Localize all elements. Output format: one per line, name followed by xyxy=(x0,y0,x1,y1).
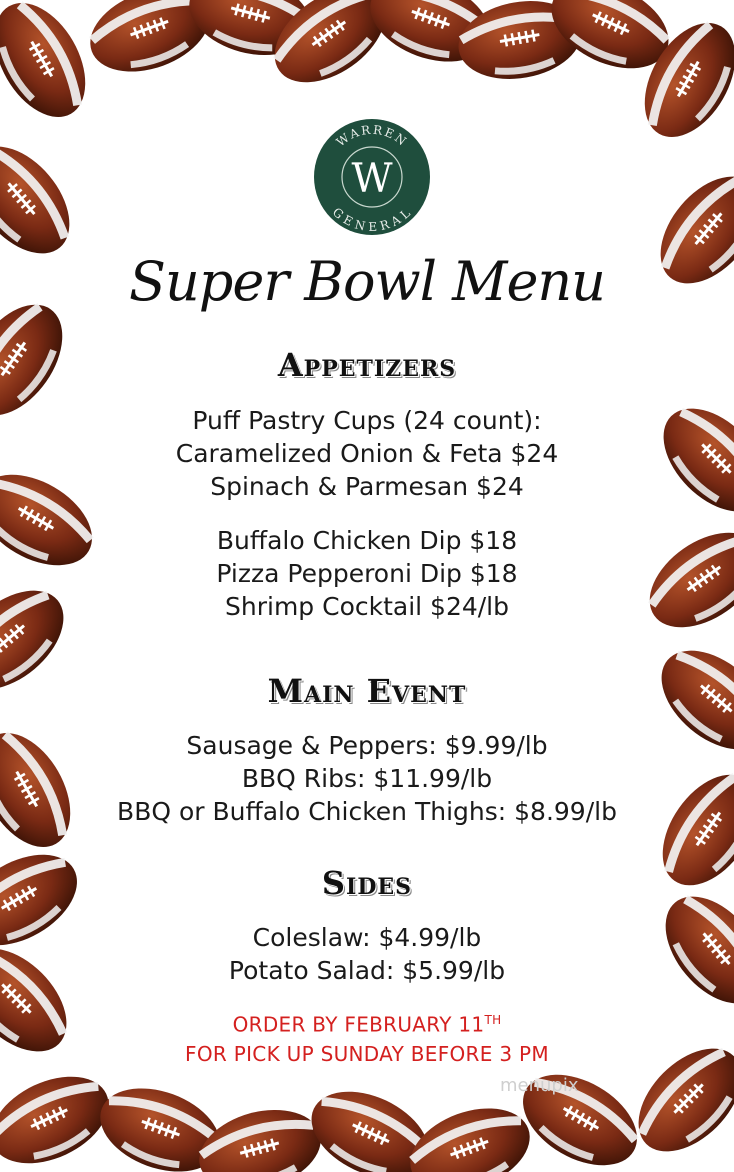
menu-item: Spinach & Parmesan $24 xyxy=(210,472,524,501)
watermark: menupix xyxy=(500,1075,579,1096)
menu-item: Buffalo Chicken Dip $18 xyxy=(216,526,518,555)
order-deadline-suffix: TH xyxy=(484,1013,502,1027)
appetizers-group-2 xyxy=(0,524,734,623)
sides-list xyxy=(0,921,734,987)
logo-top-text: WARREN xyxy=(333,122,411,150)
menu-item: Coleslaw: $4.99/lb xyxy=(252,923,482,952)
order-notice xyxy=(0,1006,734,1069)
menu-item: BBQ or Buffalo Chicken Thighs: $8.99/lb xyxy=(117,797,617,826)
pickup-notice: FOR PICK UP SUNDAY BEFORE 3 PM xyxy=(185,1041,549,1066)
order-deadline-text: ORDER BY FEBRUARY 11 xyxy=(232,1012,485,1037)
main-event-list xyxy=(0,729,734,828)
menu-item: Pizza Pepperoni Dip $18 xyxy=(216,559,518,588)
menu-item: Puff Pastry Cups (24 count): xyxy=(192,406,542,435)
warren-general-logo xyxy=(309,118,435,236)
menu-item: Shrimp Cocktail $24/lb xyxy=(225,592,509,621)
appetizers-group-1 xyxy=(0,404,734,503)
menu-title: Super Bowl Menu xyxy=(129,250,605,313)
menu-item: Potato Salad: $5.99/lb xyxy=(228,956,506,985)
appetizers-heading: Appetizers xyxy=(277,346,457,384)
menu-item: BBQ Ribs: $11.99/lb xyxy=(241,764,493,793)
sides-heading: Sides xyxy=(321,864,413,902)
menu-item: Caramelized Onion & Feta $24 xyxy=(175,439,559,468)
logo-letter: W xyxy=(351,156,393,202)
main-event-heading: Main Event xyxy=(267,672,467,710)
logo-bottom-text: GENERAL xyxy=(329,204,415,234)
menu-item: Sausage & Peppers: $9.99/lb xyxy=(186,731,548,760)
order-deadline xyxy=(0,1006,734,1040)
